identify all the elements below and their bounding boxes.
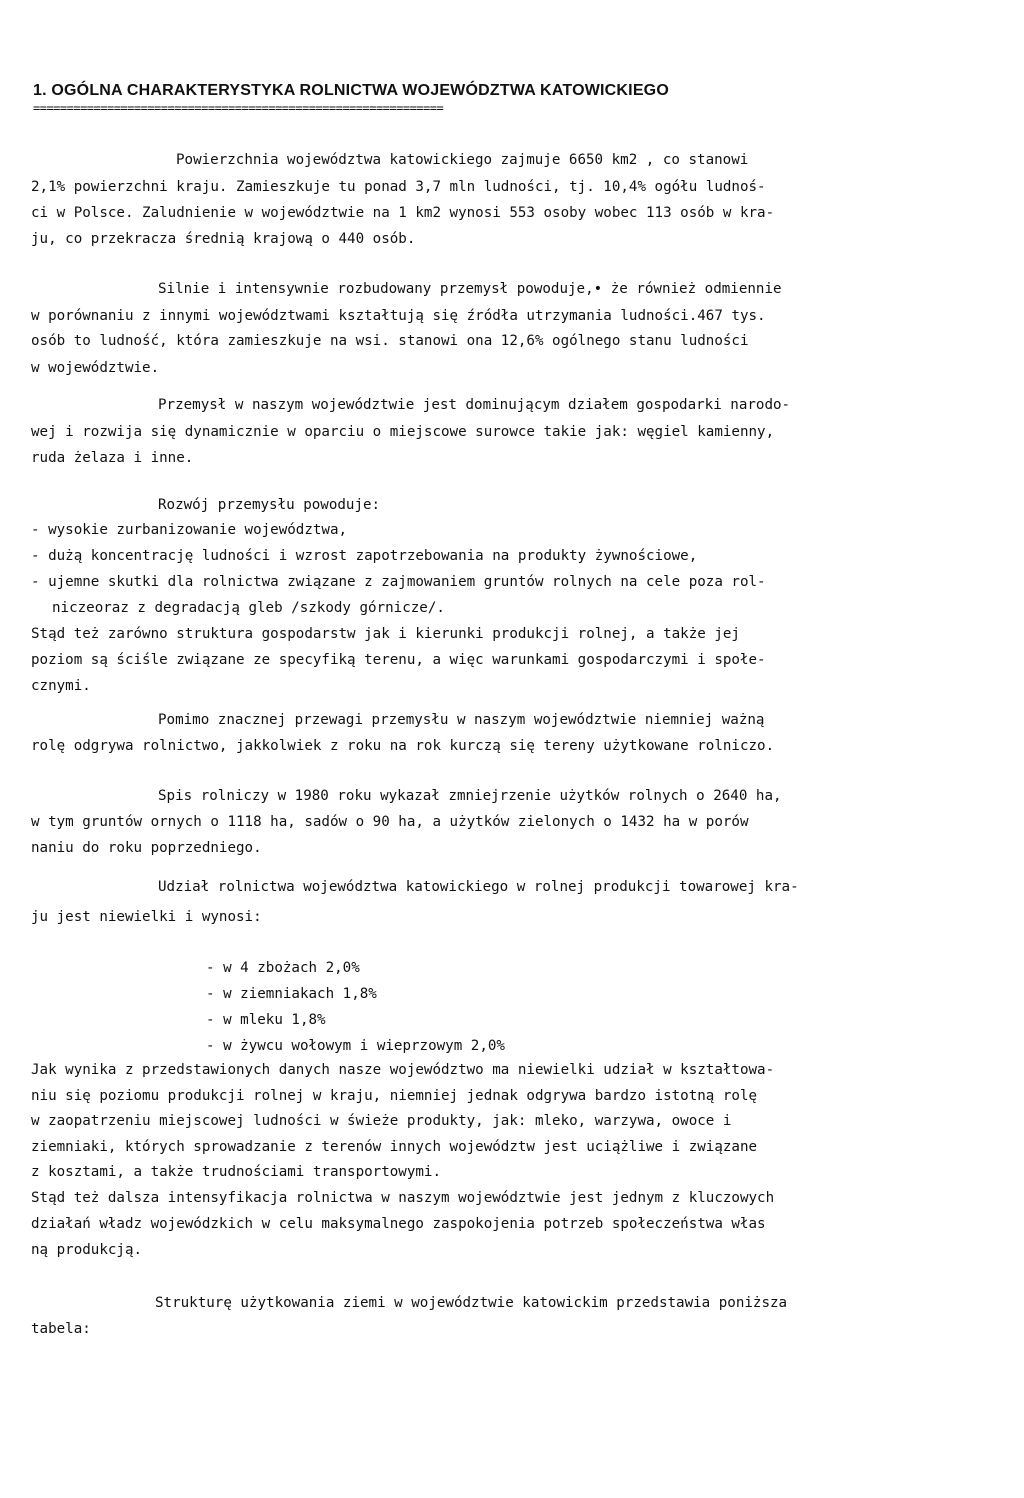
text-line: działań władz wojewódzkich w celu maksymalnego zaspokojenia potrzeb społeczeństwa włas (31, 1216, 766, 1232)
text-line: poziom są ściśle związane ze specyfiką terenu, a więc warunkami gospodarczymi i społe- (31, 652, 766, 668)
text-line: tabela: (31, 1321, 91, 1337)
text-line: ci w Polsce. Zaludnienie w województwie na 1 km2 wynosi 553 osoby wobec 113 osób w kra- (31, 205, 775, 221)
text-line: Stąd też dalsza intensyfikacja rolnictwa w naszym województwie jest jednym z kluczowych (31, 1190, 775, 1206)
text-line: Pomimo znacznej przewagi przemysłu w naszym województwie niemniej ważną (158, 712, 765, 728)
text-line: Jak wynika z przedstawionych danych nasze województwo ma niewielki udział w kształtowa- (31, 1062, 775, 1078)
section-heading: 1. OGÓLNA CHARAKTERYSTYKA ROLNICTWA WOJEWÓDZTWA KATOWICKIEGO (33, 82, 669, 99)
text-line: Silnie i intensywnie rozbudowany przemysł powoduje,• że również odmiennie (158, 281, 782, 297)
text-line: rolę odgrywa rolnictwo, jakkolwiek z roku na rok kurczą się tereny użytkowane rolniczo. (31, 738, 775, 754)
text-line: naniu do roku poprzedniego. (31, 840, 262, 856)
list-item: - w mleku 1,8% (206, 1012, 326, 1028)
text-line: ju, co przekracza średnią krajową o 440 osób. (31, 231, 416, 247)
text-line: Stąd też zarówno struktura gospodarstw jak i kierunki produkcji rolnej, a także jej (31, 626, 740, 642)
text-line: ną produkcją. (31, 1242, 143, 1258)
text-line: Spis rolniczy w 1980 roku wykazał zmniejrzenie użytków rolnych o 2640 ha, (158, 788, 782, 804)
text-line: ruda żelaza i inne. (31, 450, 194, 466)
text-line: Przemysł w naszym województwie jest dominującym działem gospodarki narodo- (158, 397, 791, 413)
text-line: w zaopatrzeniu miejscowej ludności w świeże produkty, jak: mleko, warzywa, owoce i (31, 1113, 732, 1129)
list-item: - w 4 zbożach 2,0% (206, 960, 360, 976)
text-line: ziemniaki, których sprowadzanie z terenów innych województw jest uciążliwe i związane (31, 1139, 758, 1155)
text-line: w tym gruntów ornych o 1118 ha, sadów o 90 ha, a użytków zielonych o 1432 ha w porów (31, 814, 749, 830)
text-line: - ujemne skutki dla rolnictwa związane z zajmowaniem gruntów rolnych na cele poza rol- (31, 574, 766, 590)
heading-underline: ============================================================= (33, 101, 444, 115)
text-line: ju jest niewielki i wynosi: (31, 909, 262, 925)
text-line: osób to ludność, która zamieszkuje na wsi. stanowi ona 12,6% ogólnego stanu ludności (31, 333, 749, 349)
text-line: w województwie. (31, 360, 160, 376)
text-line: z kosztami, a także trudnościami transportowymi. (31, 1164, 441, 1180)
text-line: - wysokie zurbanizowanie województwa, (31, 522, 348, 538)
text-line: wej i rozwija się dynamicznie w oparciu o miejscowe surowce takie jak: węgiel kamienny, (31, 424, 775, 440)
text-line: - dużą koncentrację ludności i wzrost zapotrzebowania na produkty żywnościowe, (31, 548, 698, 564)
text-line: 2,1% powierzchni kraju. Zamieszkuje tu ponad 3,7 mln ludności, tj. 10,4% ogółu ludnoś- (31, 179, 766, 195)
text-line: niu się poziomu produkcji rolnej w kraju, niemniej jednak odgrywa bardzo istotną rolę (31, 1088, 758, 1104)
text-line: Udział rolnictwa województwa katowickiego w rolnej produkcji towarowej kra- (158, 879, 799, 895)
text-line: Strukturę użytkowania ziemi w województwie katowickim przedstawia poniższa (155, 1295, 788, 1311)
list-item: - w żywcu wołowym i wieprzowym 2,0% (206, 1038, 505, 1054)
text-line: Powierzchnia województwa katowickiego zajmuje 6650 km2 , co stanowi (176, 152, 749, 168)
text-line: niczeoraz z degradacją gleb /szkody górnicze/. (52, 600, 445, 616)
list-item: - w ziemniakach 1,8% (206, 986, 377, 1002)
text-line: w porównaniu z innymi województwami kształtują się źródła utrzymania ludności.467 tys. (31, 308, 766, 324)
text-line: Rozwój przemysłu powoduje: (158, 497, 381, 513)
text-line: cznymi. (31, 678, 91, 694)
